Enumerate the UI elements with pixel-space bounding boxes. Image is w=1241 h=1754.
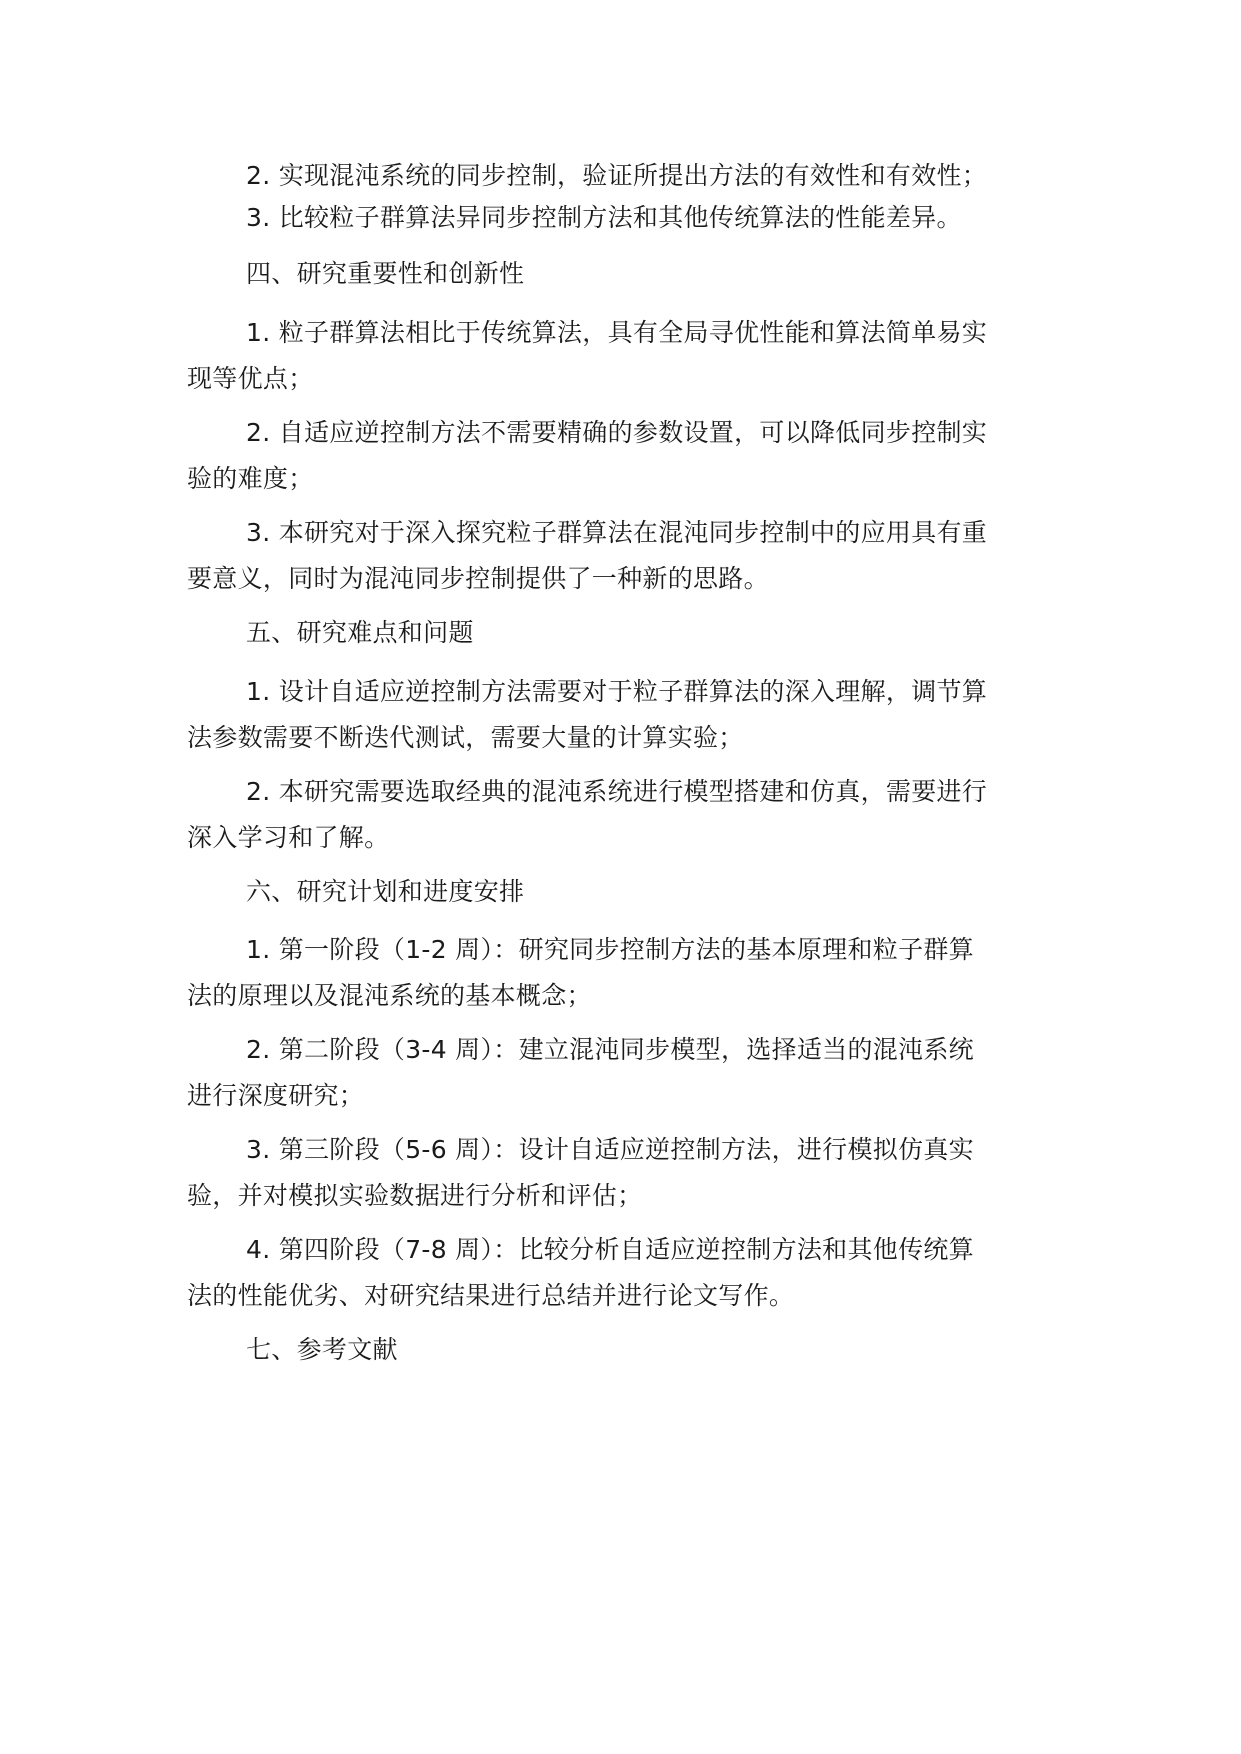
section-heading-5 [187, 610, 1047, 656]
paragraph-plan-3 [187, 1127, 1047, 1219]
heading-text: 六、研究计划和进度安排 [246, 877, 525, 906]
paragraph-line: 要意义，同时为混沌同步控制提供了一种新的思路。 [187, 564, 769, 593]
paragraph-line: 3. 第三阶段（5-6 周）：设计自适应逆控制方法，进行模拟仿真实 [246, 1135, 974, 1164]
paragraph-item-2-sync-control [187, 153, 1047, 199]
section-heading-4 [187, 251, 1047, 297]
paragraph-line: 法的性能优劣、对研究结果进行总结并进行论文写作。 [187, 1281, 795, 1310]
paragraph-text: 2. 实现混沌系统的同步控制，验证所提出方法的有效性和有效性； [246, 161, 988, 190]
paragraph-difficulty-2 [187, 769, 1047, 861]
paragraph-line: 4. 第四阶段（7-8 周）：比较分析自适应逆控制方法和其他传统算 [246, 1235, 974, 1264]
paragraph-line: 1. 粒子群算法相比于传统算法，具有全局寻优性能和算法简单易实 [246, 318, 988, 347]
paragraph-plan-1 [187, 927, 1047, 1019]
paragraph-line: 2. 本研究需要选取经典的混沌系统进行模型搭建和仿真，需要进行 [246, 777, 988, 806]
paragraph-line: 1. 设计自适应逆控制方法需要对于粒子群算法的深入理解，调节算 [246, 677, 988, 706]
paragraph-line: 2. 自适应逆控制方法不需要精确的参数设置，可以降低同步控制实 [246, 418, 988, 447]
paragraph-line: 验的难度； [187, 464, 314, 493]
paragraph-innovation-3 [187, 510, 1047, 602]
paragraph-line: 进行深度研究； [187, 1081, 365, 1110]
paragraph-line: 验，并对模拟实验数据进行分析和评估； [187, 1181, 643, 1210]
paragraph-line: 法参数需要不断迭代测试，需要大量的计算实验； [187, 723, 744, 752]
paragraph-innovation-2 [187, 410, 1047, 502]
paragraph-innovation-1 [187, 310, 1047, 402]
paragraph-line: 2. 第二阶段（3-4 周）：建立混沌同步模型，选择适当的混沌系统 [246, 1035, 974, 1064]
paragraph-line: 1. 第一阶段（1-2 周）：研究同步控制方法的基本原理和粒子群算 [246, 935, 974, 964]
paragraph-line: 3. 本研究对于深入探究粒子群算法在混沌同步控制中的应用具有重 [246, 518, 988, 547]
section-heading-7 [187, 1327, 1047, 1373]
section-heading-6 [187, 869, 1047, 915]
heading-text: 五、研究难点和问题 [246, 618, 474, 647]
paragraph-item-3-compare [187, 195, 1047, 241]
paragraph-difficulty-1 [187, 669, 1047, 761]
paragraph-line: 法的原理以及混沌系统的基本概念； [187, 981, 592, 1010]
paragraph-text: 3. 比较粒子群算法异同步控制方法和其他传统算法的性能差异。 [246, 203, 962, 232]
paragraph-line: 深入学习和了解。 [187, 823, 390, 852]
paragraph-plan-2 [187, 1027, 1047, 1119]
heading-text: 七、参考文献 [246, 1335, 398, 1364]
heading-text: 四、研究重要性和创新性 [246, 259, 525, 288]
paragraph-plan-4 [187, 1227, 1047, 1319]
paragraph-line: 现等优点； [187, 364, 314, 393]
